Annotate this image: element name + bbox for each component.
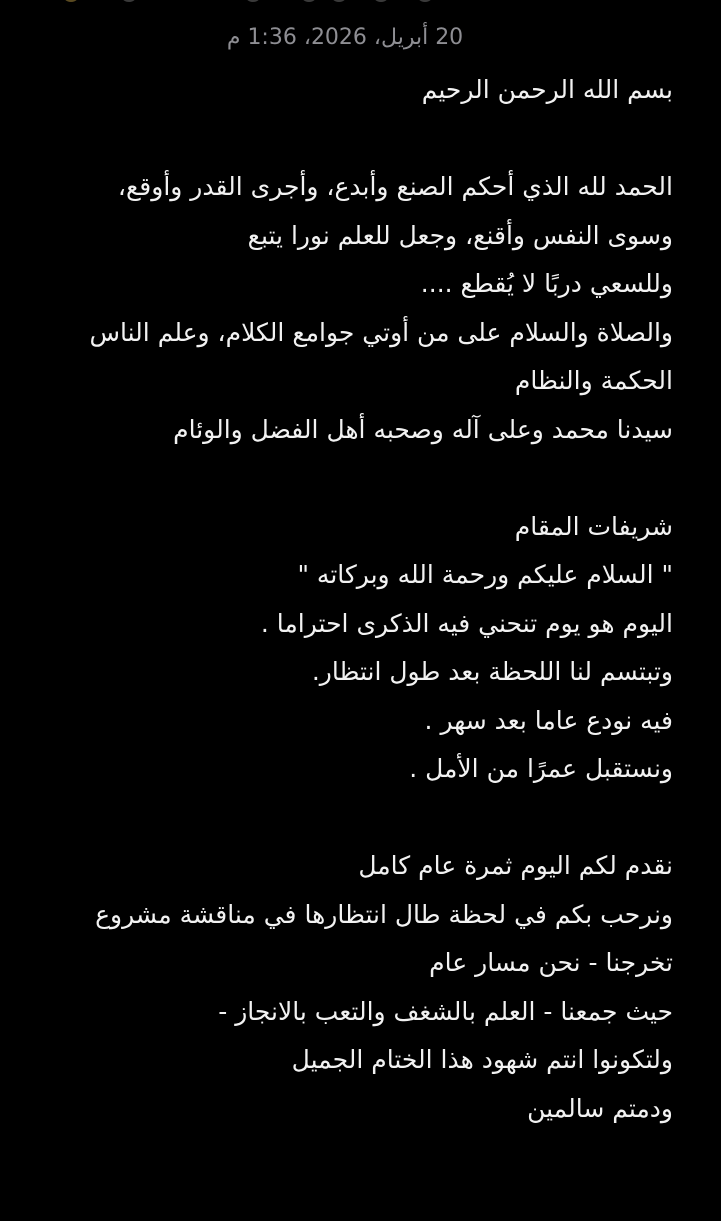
status-icons-row	[0, 0, 721, 4]
status-icon	[372, 0, 390, 2]
note-line: شريفات المقام	[514, 511, 673, 541]
note-line: ولتكونوا انتم شهود هذا الختام الجميل	[291, 1045, 673, 1074]
status-icon	[62, 0, 80, 2]
status-icon	[416, 0, 434, 2]
note-line: تخرجنا - نحن مسار عام	[429, 948, 673, 977]
note-line: ونرحب بكم في لحظة طال انتظارها في مناقشة مشروع	[95, 899, 673, 929]
status-icon	[300, 0, 318, 2]
note-line: " السلام عليكم ورحمة الله وبركاته "	[297, 560, 673, 589]
note-body[interactable]	[43, 66, 673, 1133]
note-line: وللسعي دربًا لا يُقطع ....	[420, 269, 673, 298]
status-icon	[244, 0, 262, 2]
note-line: وسوى النفس وأقنع، وجعل للعلم نورا يتبع	[247, 220, 673, 250]
note-line: وتبتسم لنا اللحظة بعد طول انتظار.	[311, 657, 673, 686]
note-line	[43, 794, 673, 843]
note-line: نقدم لكم اليوم ثمرة عام كامل	[358, 851, 673, 880]
note-line: ونستقبل عمرًا من الأمل .	[409, 754, 673, 783]
status-icon	[330, 0, 348, 2]
status-icon	[120, 0, 138, 2]
note-line: والصلاة والسلام على من أوتي جوامع الكلام، وعلم الناس	[89, 317, 673, 347]
note-line: اليوم هو يوم تنحني فيه الذكرى احتراما .	[260, 608, 673, 638]
note-line	[43, 454, 673, 503]
note-line: بسم الله الرحمن الرحيم	[421, 75, 673, 104]
note-line: الحكمة والنظام	[514, 366, 673, 395]
note-line	[43, 115, 673, 164]
note-line: فيه نودع عاما بعد سهر .	[424, 705, 673, 735]
note-line: ودمتم سالمين	[527, 1093, 673, 1123]
note-line: سيدنا محمد وعلى آله وصحبه أهل الفضل والوئام	[173, 414, 673, 444]
note-line: حيث جمعنا - العلم بالشغف والتعب بالانجاز -	[218, 996, 673, 1026]
note-line: الحمد لله الذي أحكم الصنع وأبدع، وأجرى القدر وأوقع،	[117, 172, 673, 201]
note-timestamp: 20 أبريل، 2026، 1:36 م	[226, 25, 464, 50]
